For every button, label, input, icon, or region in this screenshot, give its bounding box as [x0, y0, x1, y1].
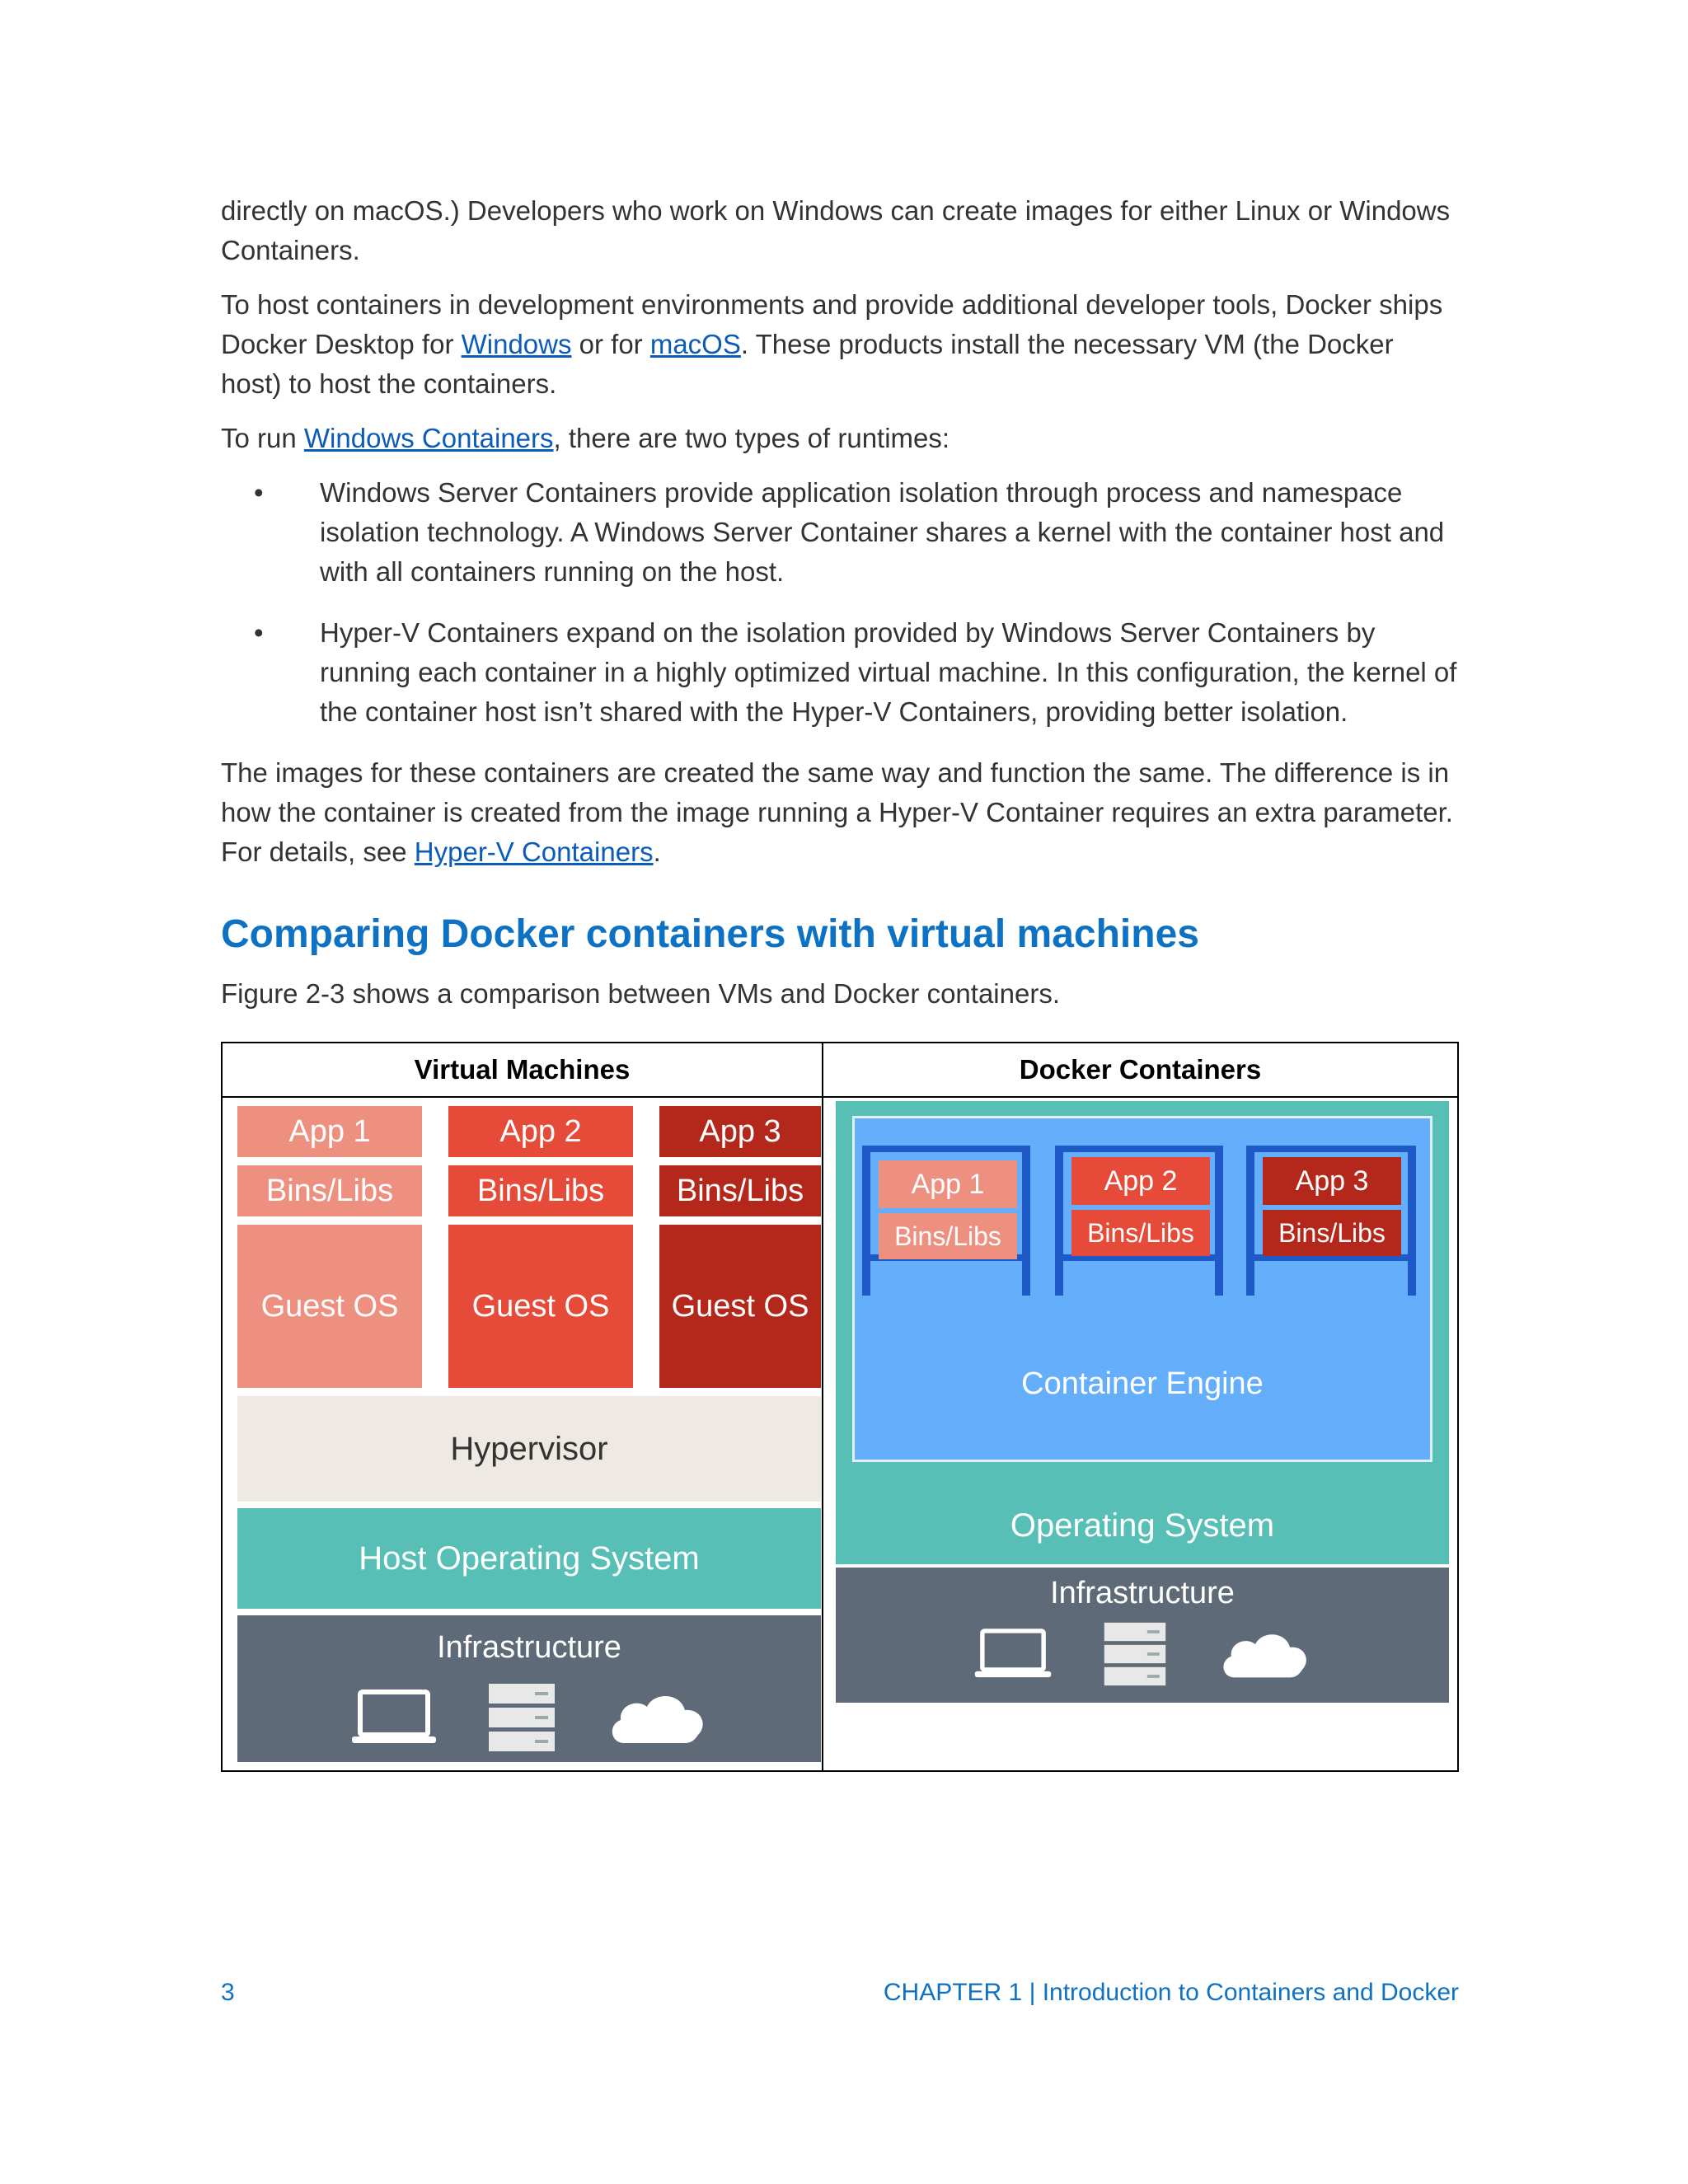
paragraph-3: [221, 419, 1457, 458]
docker-infrastructure-icons: [973, 1621, 1311, 1687]
container-3-top-bar: [1246, 1146, 1416, 1152]
vm-bins-3: Bins/Libs: [659, 1165, 821, 1216]
runtime-list: [221, 473, 1457, 732]
list-item-text: Hyper-V Containers expand on the isolation provided by Windows Server Containers by running each container in a highly optimized virtual machine. In this configuration, the kernel of the container host isn’t shared with the Hyper-V Containers, providing better isolation.: [320, 617, 1457, 727]
docker-app-2: App 2: [1071, 1157, 1210, 1205]
docker-infrastructure-label: Infrastructure: [1050, 1576, 1235, 1610]
column-divider: [822, 1043, 823, 1770]
list-item: [221, 473, 1457, 592]
paragraph-4-text-b: .: [653, 837, 661, 867]
list-item: [221, 613, 1457, 732]
paragraph-4-text-a: The images for these containers are created the same way and function the same. The difference is in how the container is created from the image running a Hyper-V Container requires an extra parameter. For details, see: [221, 757, 1453, 867]
cloud-icon: [606, 1689, 708, 1746]
chapter-footer: CHAPTER 1 | Introduction to Containers and Docker: [883, 1979, 1459, 2006]
vm-app-3: App 3: [659, 1106, 821, 1157]
vm-infrastructure-label: Infrastructure: [437, 1630, 621, 1665]
docker-bins-1: Bins/Libs: [879, 1213, 1017, 1259]
docker-os-label: Operating System: [1010, 1507, 1275, 1544]
hypervisor-layer: Hypervisor: [237, 1396, 821, 1502]
hyper-v-containers-link[interactable]: Hyper-V Containers: [414, 837, 654, 867]
vm-infrastructure-icons: [350, 1682, 708, 1753]
docker-header: Docker Containers: [1019, 1054, 1262, 1085]
paragraph-1: [221, 191, 1457, 270]
container-1-right-rail: [1022, 1146, 1030, 1296]
vm-guest-os-2: Guest OS: [448, 1225, 633, 1388]
docker-app-1: App 1: [879, 1160, 1017, 1208]
server-icon: [1102, 1621, 1168, 1687]
page-content: [221, 191, 1457, 1029]
container-2-top-bar: [1055, 1146, 1223, 1152]
container-3-right-rail: [1408, 1146, 1416, 1296]
list-item-text: Windows Server Containers provide application isolation through process and namespace isolation technology. A Windows Server Container shares a kernel with the container host and with all containers running on the host.: [320, 477, 1445, 587]
page-number: 3: [221, 1979, 235, 2006]
section-heading: Comparing Docker containers with virtual machines: [221, 912, 1199, 956]
vm-bins-2: Bins/Libs: [448, 1165, 633, 1216]
comparison-figure: [221, 1042, 1459, 1772]
vm-header: Virtual Machines: [414, 1054, 631, 1085]
container-1-left-rail: [862, 1146, 870, 1296]
windows-link[interactable]: Windows: [461, 329, 572, 359]
paragraph-2-text-c: . These products install the necessary VM (the Docker host) to host the containers.: [221, 329, 1394, 399]
container-engine: Container Engine: [852, 1116, 1432, 1462]
windows-containers-link[interactable]: Windows Containers: [303, 423, 554, 453]
vm-infrastructure-layer: [237, 1615, 821, 1762]
paragraph-2: [221, 285, 1457, 404]
laptop-icon: [350, 1689, 438, 1746]
vm-guest-os-1: Guest OS: [237, 1225, 422, 1388]
vm-app-1: App 1: [237, 1106, 422, 1157]
bullet-marker: •: [254, 477, 264, 508]
paragraph-3-text-b: , there are two types of runtimes:: [553, 423, 950, 453]
paragraph-2-text-a: To host containers in development environments and provide additional developer tools, Docker ships Docker Desktop for: [221, 289, 1443, 359]
docker-infrastructure-layer: [836, 1568, 1449, 1703]
docker-bins-2: Bins/Libs: [1071, 1210, 1210, 1256]
docker-bins-3: Bins/Libs: [1263, 1210, 1401, 1256]
header-divider: [223, 1096, 1457, 1098]
vm-guest-os-3: Guest OS: [659, 1225, 821, 1388]
container-1-top-bar: [862, 1146, 1030, 1152]
container-2-right-rail: [1215, 1146, 1223, 1296]
server-icon: [487, 1682, 556, 1753]
host-os-layer: Host Operating System: [237, 1508, 821, 1609]
paragraph-4: [221, 753, 1457, 872]
paragraph-1-text: directly on macOS.) Developers who work on Windows can create images for either Linux or Windows Containers.: [221, 195, 1451, 265]
macos-link[interactable]: macOS: [649, 329, 741, 359]
bullet-marker: •: [254, 617, 264, 648]
figure-caption: Figure 2-3 shows a comparison between VMs and Docker containers.: [221, 978, 1060, 1009]
paragraph-2-text-b: or for: [571, 329, 650, 359]
paragraph-3-text-a: To run: [221, 423, 304, 453]
container-2-left-rail: [1055, 1146, 1063, 1296]
vm-app-2: App 2: [448, 1106, 633, 1157]
laptop-icon: [973, 1628, 1053, 1680]
vm-bins-1: Bins/Libs: [237, 1165, 422, 1216]
cloud-icon: [1217, 1628, 1311, 1680]
container-3-left-rail: [1246, 1146, 1254, 1296]
docker-app-3: App 3: [1263, 1157, 1401, 1205]
